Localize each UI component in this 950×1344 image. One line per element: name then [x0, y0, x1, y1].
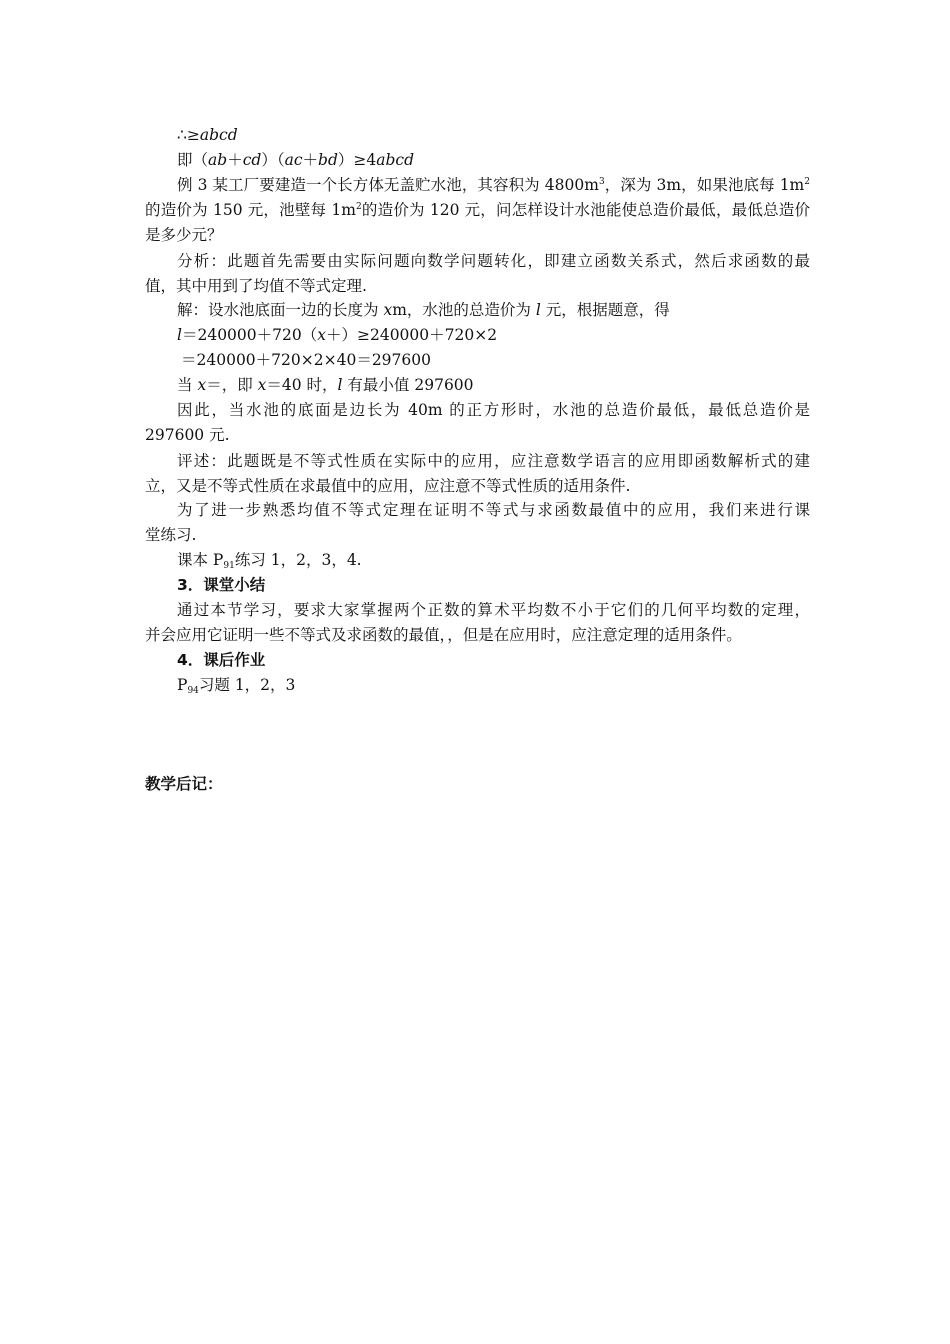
var: abcd — [376, 151, 415, 169]
text: ＝，即 — [206, 376, 258, 394]
var: l — [535, 301, 541, 319]
text: 解：设水池底面一边的长度为 — [177, 301, 384, 319]
var: bd — [318, 151, 338, 169]
text: m，水池的总造价为 — [392, 301, 536, 319]
text: ＋ — [227, 151, 243, 169]
var: x — [197, 376, 207, 394]
analysis-line2: 值，其中用到了均值不等式定理. — [145, 277, 367, 295]
text: ）（ — [261, 151, 285, 169]
var-abcd: abcd — [199, 126, 238, 144]
text: 例 3 某工厂要建造一个长方体无盖贮水池，其容积为 4800m — [177, 176, 599, 194]
summary-line2: 并会应用它证明一些不等式及求函数的最值，，但是在应用时，应注意定理的适用条件。 — [145, 626, 742, 644]
var: l — [177, 326, 182, 344]
solution-line — [177, 298, 842, 323]
var: x — [257, 376, 267, 394]
comment-label: 评述 — [177, 452, 211, 470]
text: 即（ — [177, 151, 209, 169]
text: 课本 P — [177, 551, 224, 569]
text: ＋）≥240000＋720×2 — [325, 326, 498, 344]
practice-intro-line2: 堂练习. — [145, 526, 197, 544]
comment-line1 — [177, 449, 810, 474]
formula-line1 — [177, 323, 842, 348]
subscript: 94 — [187, 686, 199, 696]
var: l — [337, 376, 343, 394]
when-line — [177, 373, 842, 398]
example3-line1 — [177, 173, 810, 198]
text: 有最小值 297600 — [342, 376, 474, 394]
conclusion-line1: 因此，当水池的底面是边长为 40m 的正方形时，水池的总造价最低，最低总造价是 — [177, 401, 810, 419]
superscript: 2 — [804, 177, 810, 187]
superscript: 3 — [598, 177, 605, 187]
text: 的造价为 120 元，问怎样设计水池能使总造价最低，最低总造价 — [361, 201, 810, 219]
homework-line — [177, 673, 842, 698]
example3-line3: 是多少元？ — [145, 226, 223, 244]
analysis-line1: 分析：此题首先需要由实际问题向数学问题转化，即建立函数关系式，然后求函数的最 — [177, 252, 810, 270]
text: ：此题既是不等式性质在实际中的应用，应注意数学语言的应用即函数解析式的建 — [210, 452, 810, 470]
therefore-line — [177, 123, 842, 148]
text: 元，根据题意，得 — [540, 301, 670, 319]
var: cd — [242, 151, 262, 169]
text: 练习 1，2，3，4. — [234, 551, 362, 569]
text: P — [177, 676, 188, 694]
summary-heading: 3．课堂小结 — [177, 576, 266, 594]
inequality-line — [177, 148, 842, 173]
text: ＝240000＋720（ — [181, 326, 318, 344]
var: ac — [284, 151, 303, 169]
text: 的造价为 150 元，池壁每 1m — [145, 201, 356, 219]
text: 当 — [177, 376, 198, 394]
superscript: 2 — [355, 202, 362, 212]
textbook-exercise-line — [177, 548, 842, 573]
text: ）≥4 — [337, 151, 377, 169]
formula-line2: ＝240000＋720×2×40＝297600 — [181, 351, 431, 369]
conclusion-line2: 297600 元. — [145, 426, 230, 444]
subscript: 91 — [223, 561, 235, 571]
text: 习题 1，2，3 — [198, 676, 296, 694]
var: ab — [208, 151, 228, 169]
afterword-heading: 教学后记： — [145, 775, 223, 793]
summary-line1: 通过本节学习，要求大家掌握两个正数的算术平均数不小于它们的几何平均数的定理， — [177, 601, 810, 619]
text: ＝40 时， — [266, 376, 338, 394]
therefore-symbol: ∴≥ — [177, 126, 200, 144]
example3-line2 — [145, 198, 810, 223]
text: ，深为 3m，如果池底每 1m — [604, 176, 805, 194]
practice-intro-line1: 为了进一步熟悉均值不等式定理在证明不等式与求函数最值中的应用，我们来进行课 — [177, 501, 810, 519]
var: x — [317, 326, 326, 344]
homework-heading: 4．课后作业 — [177, 651, 266, 669]
text: ＋ — [302, 151, 319, 169]
comment-line2: 立，又是不等式性质在求最值中的应用，应注意不等式性质的适用条件. — [145, 477, 631, 495]
var: x — [383, 301, 393, 319]
